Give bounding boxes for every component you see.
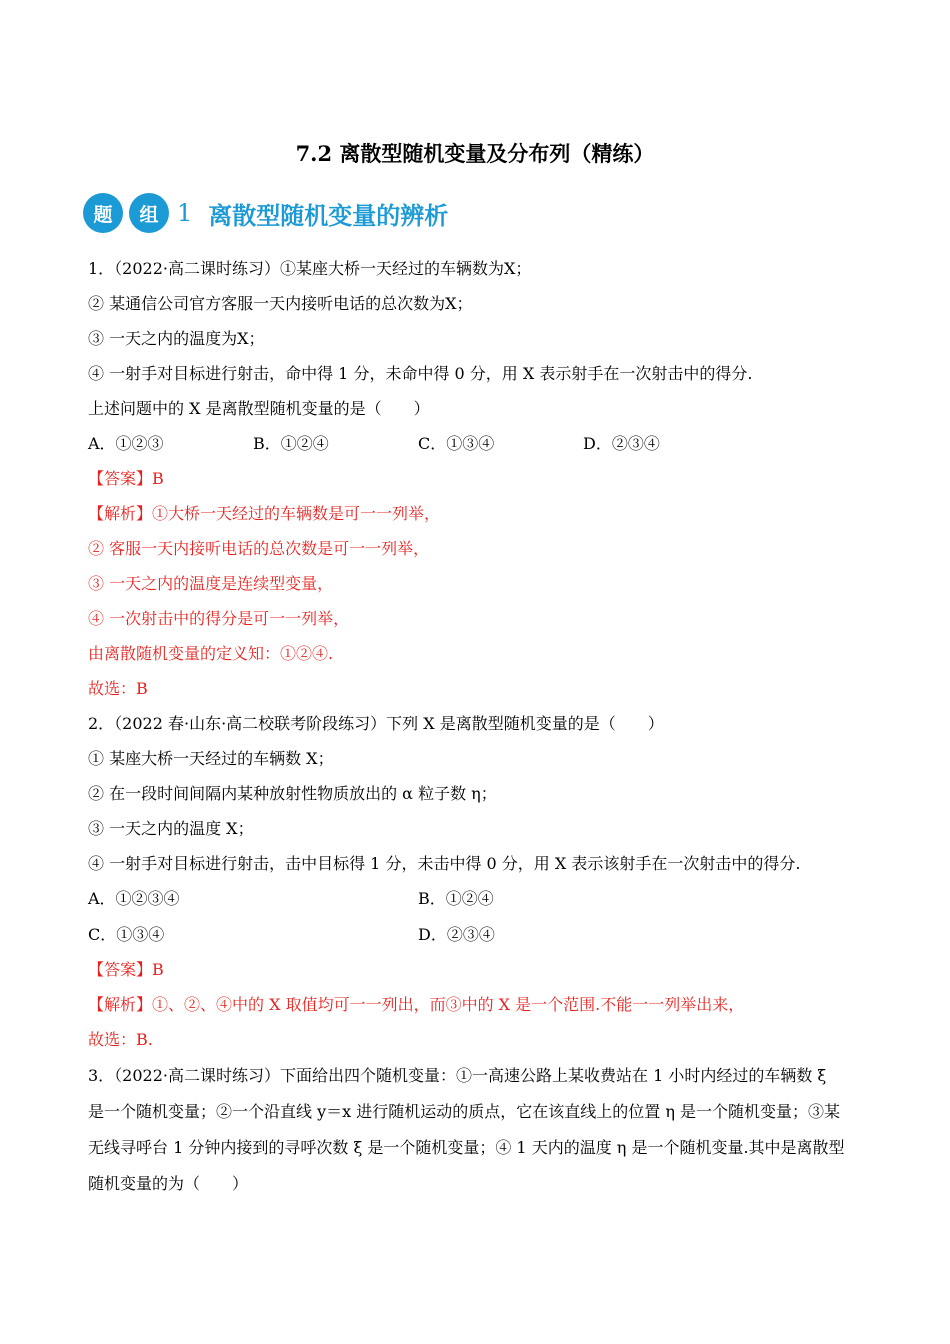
q3-line-1: 3．（2022·高二课时练习）下面给出四个随机变量：①一高速公路上某收费站在 1 小时内经过的车辆数 ξ bbox=[88, 1066, 827, 1085]
q3-line-2: 是一个随机变量；②一个沿直线 y＝x 进行随机运动的质点，它在该直线上的位置 η 是一个随机变量；③某 bbox=[88, 1102, 840, 1121]
q1-conclusion: 故选：B bbox=[88, 679, 148, 698]
q2-option-c: C．①③④ bbox=[88, 925, 165, 944]
q2-option-b: B．①②④ bbox=[418, 889, 494, 908]
q2-item-4: ④ 一射手对目标进行射击，击中目标得 1 分，未击中得 0 分，用 X 表示该射手在一次射击中的得分. bbox=[88, 854, 801, 873]
q1-item-2: ② 某通信公司官方客服一天内接听电话的总次数为X； bbox=[88, 294, 473, 313]
q2-item-2: ② 在一段时间间隔内某种放射性物质放出的 α 粒子数 η； bbox=[88, 784, 497, 803]
section-badge-zu: 组 bbox=[129, 193, 169, 233]
q1-stem: 1．（2022·高二课时练习）①某座大桥一天经过的车辆数为X； bbox=[88, 259, 532, 278]
q2-option-a: A．①②③④ bbox=[88, 889, 180, 908]
q1-question: 上述问题中的 X 是离散型随机变量的是（ ） bbox=[88, 399, 430, 418]
q1-item-3: ③ 一天之内的温度为X； bbox=[88, 329, 265, 348]
q1-analysis-3: ③ 一天之内的温度是连续型变量， bbox=[88, 574, 334, 593]
q2-item-3: ③ 一天之内的温度 X； bbox=[88, 819, 254, 838]
q1-analysis-1: 【解析】①大桥一天经过的车辆数是可一一列举， bbox=[88, 504, 441, 523]
q2-conclusion: 故选：B. bbox=[88, 1030, 153, 1049]
q2-option-d: D．②③④ bbox=[418, 925, 495, 944]
q1-item-4: ④ 一射手对目标进行射击，命中得 1 分，未命中得 0 分，用 X 表示射手在一次射击中的得分. bbox=[88, 364, 753, 383]
section-number: 1 bbox=[177, 199, 193, 227]
section-header bbox=[83, 190, 448, 236]
q1-analysis-5: 由离散随机变量的定义知：①②④. bbox=[88, 644, 334, 663]
q2-analysis-1: 【解析】①、②、④中的 X 取值均可一一列出，而③中的 X 是一个范围.不能一一列举出来， bbox=[88, 995, 745, 1014]
page-title: 7.2 离散型随机变量及分布列（精练） bbox=[295, 141, 655, 166]
q1-answer: 【答案】B bbox=[88, 469, 164, 488]
q2-stem: 2．（2022 春·山东·高二校联考阶段练习）下列 X 是离散型随机变量的是（ ） bbox=[88, 714, 664, 733]
q3-line-4: 随机变量的为（ ） bbox=[88, 1174, 249, 1193]
q3-line-3: 无线寻呼台 1 分钟内接到的寻呼次数 ξ 是一个随机变量；④ 1 天内的温度 η 是一个随机变量.其中是离散型 bbox=[88, 1138, 845, 1157]
q1-option-a: A．①②③ bbox=[88, 434, 164, 453]
q1-analysis-2: ② 客服一天内接听电话的总次数是可一一列举， bbox=[88, 539, 430, 558]
q1-option-d: D．②③④ bbox=[583, 434, 660, 453]
q2-answer: 【答案】B bbox=[88, 960, 164, 979]
q1-option-c: C．①③④ bbox=[418, 434, 495, 453]
q1-analysis-4: ④ 一次射击中的得分是可一一列举， bbox=[88, 609, 350, 628]
q2-item-1: ① 某座大桥一天经过的车辆数 X； bbox=[88, 749, 334, 768]
section-title: 离散型随机变量的辨析 bbox=[208, 201, 449, 230]
section-badge-ti: 题 bbox=[83, 193, 123, 233]
q1-option-b: B．①②④ bbox=[253, 434, 329, 453]
